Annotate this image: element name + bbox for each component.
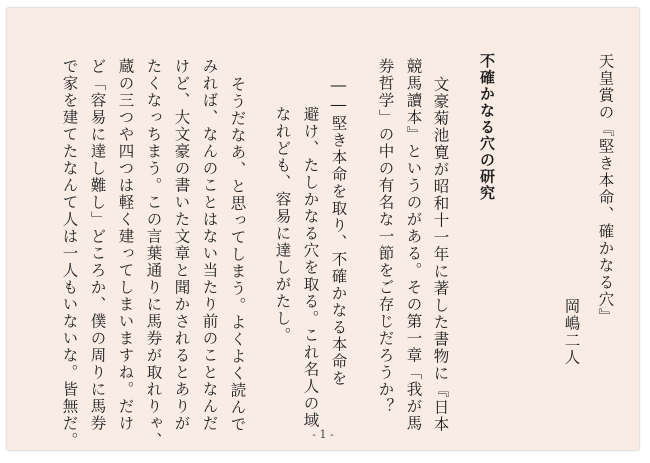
body-line: で家を建てたなんて人は一人もいないな。皆無だ。 <box>60 58 79 449</box>
body-line: 文豪菊池寛が昭和十一年に著した書物に『日本 <box>431 76 450 433</box>
body-line: 券哲学」の中の有名な一節をご存じだろうか？ <box>376 58 395 415</box>
quote-line: なれども、容易に達しがたし。 <box>273 106 292 344</box>
body-line: 蔵の三つや四つは軽く建ってしまいますね。だけ <box>116 58 135 432</box>
page-number: - 1 - <box>312 428 334 441</box>
author: 岡嶋二人 <box>562 298 581 366</box>
quote-line: ――堅き本命を取り、不確かなる本命を <box>329 76 348 387</box>
section-heading: 不確かなる穴の研究 <box>478 53 496 202</box>
body-line: みれば、なんのことはない当たり前のことなんだ <box>200 58 219 432</box>
document-page <box>7 8 639 450</box>
title: 天皇賞の『堅き本命、確かなる穴』 <box>596 53 615 325</box>
body-line: 競馬讀本』というのがある。その第一章「我が馬 <box>404 58 423 432</box>
body-line: たくなっちまう。この言葉通りに馬券が取れりゃ、 <box>144 58 163 449</box>
body-line: そうだなあ、と思ってしまう。よくよく読んで <box>228 76 247 433</box>
quote-line: 避け、たしかなる穴を取る。これ名人の域 <box>301 106 320 429</box>
body-line: けど、大文豪の書いた文章と聞かされるとありが <box>172 58 191 432</box>
body-line: ど「容易に達し難し」どころか、僕の周りに馬券 <box>88 58 107 432</box>
